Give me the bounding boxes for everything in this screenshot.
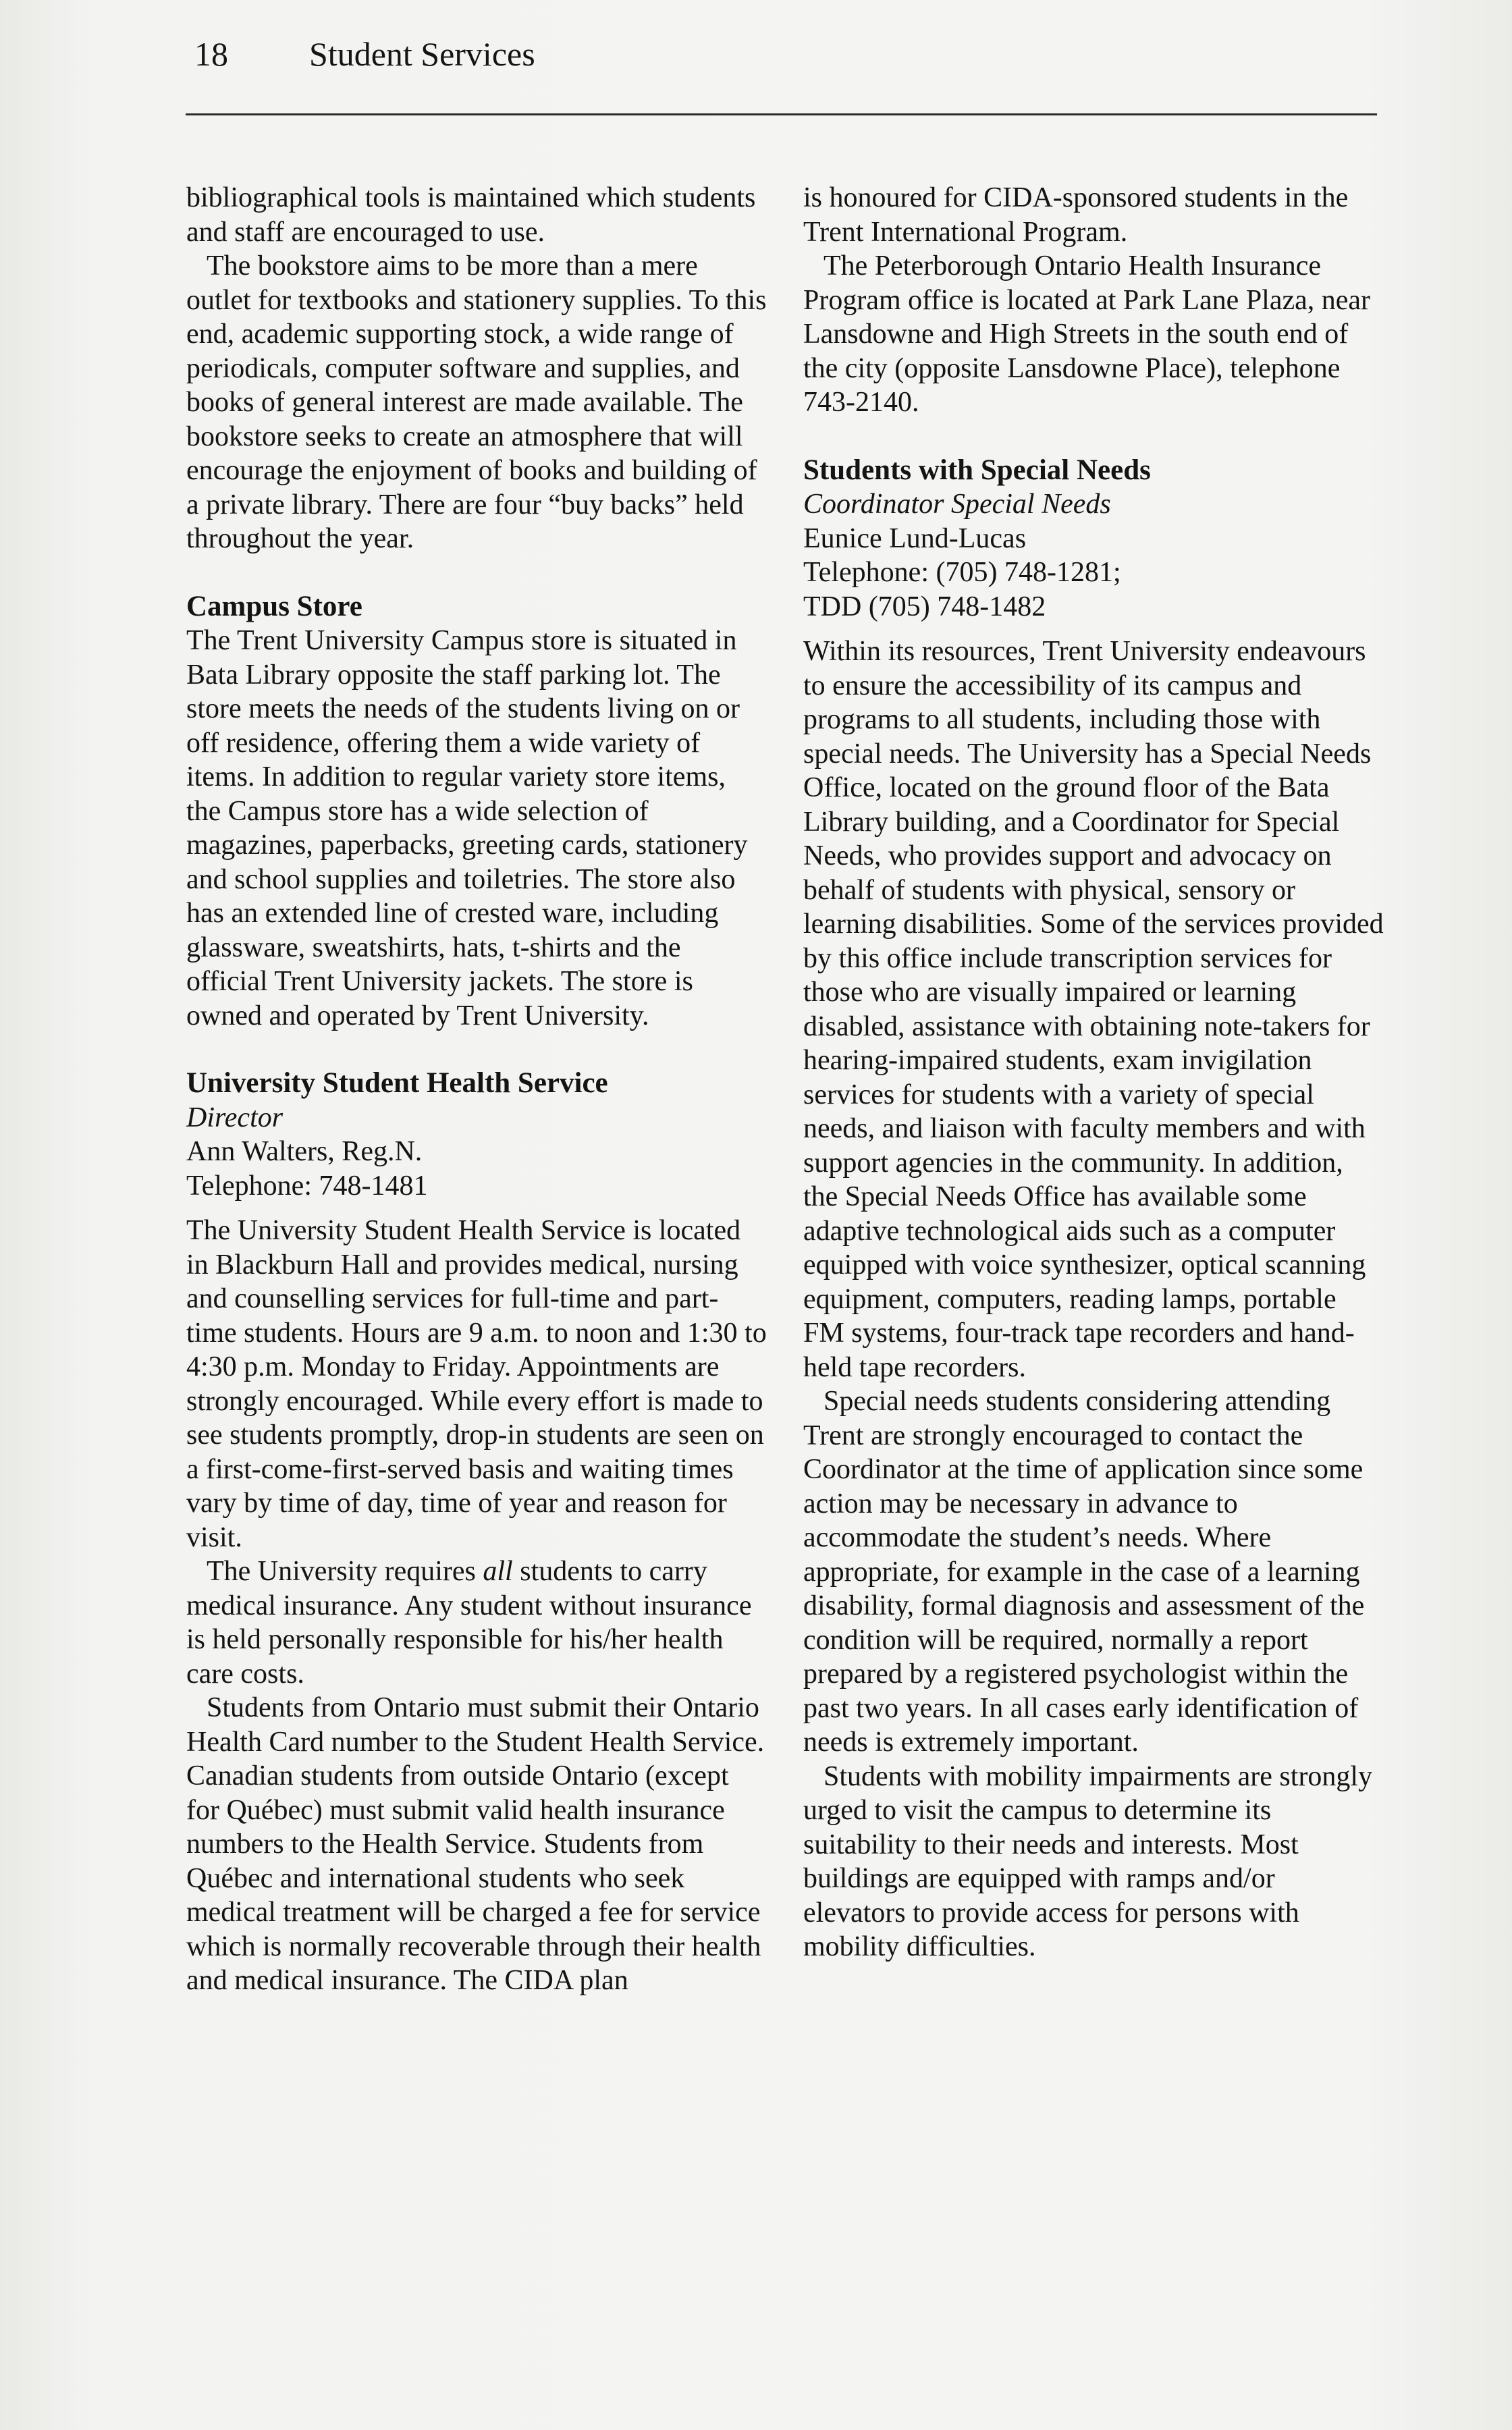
health-telephone: Telephone: 748-1481 [186,1170,428,1202]
special-needs-paragraph-1: Within its resources, Trent University endeavours to ensure the accessibility of its campus and programs to all students, including those with special needs. The University has a Special Needs Office, located on the ground floor of the Bata Library building, and a Coordinator for Special Needs, who provides support and advocacy on behalf of students with physical, sensory or learning disabilities. Some of the services provided by this office include transcription services for those who are visually impaired or learning disabled, assistance with obtaining note-takers for hearing-impaired students, exam invigilation services for students with a variety of special needs, and liaison with faculty members and with support agencies in the community. In addition, the Special Needs Office has available some adaptive technological aids such as a computer equipped with voice synthesizer, optical scanning equipment, computers, reading lamps, portable FM systems, four-track tape recorders and hand-held tape recorders. [803,636,1384,1383]
health-paragraph-2 [186,1555,767,1691]
bookstore-paragraph: The bookstore aims to be more than a mere outlet for textbooks and stationery supplies. To this end, academic supporting stock, a wide range of periodicals, computer software and supplies, and books of general interest are made available. The bookstore seeks to create an atmosphere that will encourage the enjoyment of books and building of a private library. There are four “buy backs” held throughout the year. [186,250,767,554]
health-p2-before: The University requires [207,1556,483,1587]
right-column [803,181,1384,1964]
special-needs-paragraph-3: Students with mobility impairments are strongly urged to visit the campus to determine its suitability to their needs and interests. Most buildings are equipped with ramps and/or elevators to provide access for persons with mobility difficulties. [803,1760,1373,1962]
special-needs-paragraph-2: Special needs students considering attending Trent are strongly encouraged to contact the Coordinator at the time of application since some action may be necessary in advance to accommodate the student’s needs. Where appropriate, for example in the case of a learning disability, formal diagnosis and assessment of the condition will be required, normally a report prepared by a registered psychologist within the past two years. In all cases early identification of needs is extremely important. [803,1386,1365,1758]
health-director-name: Ann Walters, Reg.N. [186,1136,423,1167]
special-needs-telephone: Telephone: (705) 748-1281; [803,557,1121,588]
page-header [194,30,535,78]
health-p2-emphasis: all [483,1556,513,1587]
ohip-paragraph: The Peterborough Ontario Health Insurance Program office is located at Park Lane Plaza, near Lansdowne and High Streets in the south end of the city (opposite Lansdowne Place), telephone 743-2140. [803,250,1371,418]
special-needs-heading: Students with Special Needs [803,454,1151,486]
health-paragraph-1: The University Student Health Service is located in Blackburn Hall and provides medical, nursing and counselling services for full-time and part-time students. Hours are 9 a.m. to noon and 1:30 to 4:30 p.m. Monday to Friday. Appointments are strongly encouraged. While every effort is made to see students promptly, drop-in students are seen on a first-come-first-served basis and waiting times vary by time of day, time of year and reason for visit. [186,1215,767,1553]
running-title: Student Services [309,35,535,73]
left-column [186,181,767,1998]
health-director-role: Director [186,1102,284,1133]
special-needs-coordinator-role: Coordinator Special Needs [803,489,1111,520]
campus-store-heading: Campus Store [186,590,362,622]
health-p2-after: students to carry medical insurance. Any student without insurance is held personally responsible for his/her health care costs. [186,1556,752,1690]
header-rule [186,113,1377,115]
bookstore-paragraph-continued: bibliographical tools is maintained which students and staff are encouraged to use. [186,182,756,248]
campus-store-paragraph: The Trent University Campus store is situated in Bata Library opposite the staff parking lot. The store meets the needs of the students living on or off residence, offering them a wide variety of items. In addition to regular variety store items, the Campus store has a wide selection of magazines, paperbacks, greeting cards, stationery and school supplies and toiletries. The store also has an extended line of crested ware, including glassware, sweatshirts, hats, t-shirts and the official Trent University jackets. The store is owned and operated by Trent University. [186,625,748,1031]
page-number: 18 [194,35,228,73]
health-paragraph-3: Students from Ontario must submit their Ontario Health Card number to the Student Health Service. Canadian students from outside Ontario (except for Québec) must submit valid health insurance numbers to the Health Service. Students from Québec and international students who seek medical treatment will be charged a fee for service which is normally recoverable through their health and medical insurance. The CIDA plan [186,1692,765,1996]
cida-paragraph-continued: is honoured for CIDA-sponsored students in the Trent International Program. [803,182,1349,248]
special-needs-tdd: TDD (705) 748-1482 [803,591,1046,622]
special-needs-coordinator-name: Eunice Lund-Lucas [803,522,1027,554]
health-service-heading: University Student Health Service [186,1067,608,1099]
